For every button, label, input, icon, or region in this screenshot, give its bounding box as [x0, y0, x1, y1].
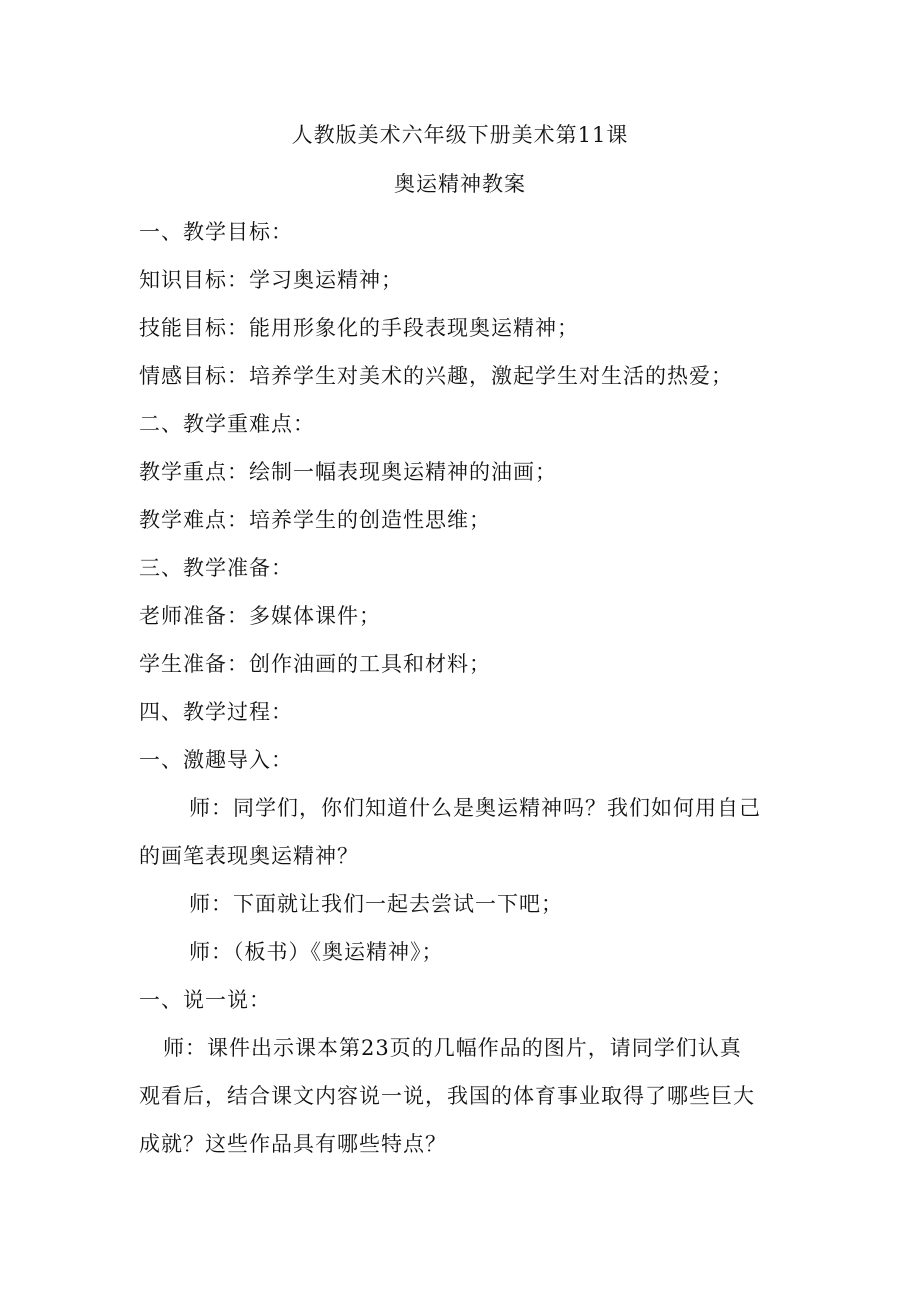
section-heading-process: 四、教学过程：: [139, 700, 293, 724]
paragraph-line: 师：（板书）《奥运精神》；: [189, 940, 444, 964]
paragraph-line: 成就？这些作品具有哪些特点？: [139, 1132, 447, 1156]
paragraph-line: 师：同学们，你们知道什么是奥运精神吗？我们如何用自己: [189, 796, 761, 820]
document-subtitle: 奥运精神教案: [394, 172, 526, 196]
paragraph-line: 师：课件出示课本第23页的几幅作品的图片，请同学们认真: [163, 1036, 742, 1060]
key-point: 教学重点：绘制一幅表现奥运精神的油画；: [139, 460, 557, 484]
paragraph-line: 的画笔表现奥运精神？: [139, 844, 359, 868]
paragraph-line: 观看后，结合课文内容说一说，我国的体育事业取得了哪些巨大: [139, 1084, 755, 1108]
paragraph-line: 师：下面就让我们一起去尝试一下吧；: [189, 892, 563, 916]
student-preparation: 学生准备：创作油画的工具和材料；: [139, 652, 491, 676]
subsection-heading-discuss: 一、说一说：: [139, 988, 271, 1012]
section-heading-key-points: 二、教学重难点：: [139, 412, 315, 436]
skill-objective: 技能目标：能用形象化的手段表现奥运精神；: [139, 316, 579, 340]
document-title: 人教版美术六年级下册美术第11课: [291, 123, 629, 147]
knowledge-objective: 知识目标：学习奥运精神；: [139, 268, 403, 292]
teacher-preparation: 老师准备：多媒体课件；: [139, 604, 381, 628]
section-heading-preparation: 三、教学准备：: [139, 556, 293, 580]
emotional-objective: 情感目标：培养学生对美术的兴趣，激起学生对生活的热爱；: [139, 364, 733, 388]
section-heading-objectives: 一、教学目标：: [139, 220, 293, 244]
difficult-point: 教学难点：培养学生的创造性思维；: [139, 508, 491, 532]
subsection-heading-intro: 一、激趣导入：: [139, 748, 293, 772]
